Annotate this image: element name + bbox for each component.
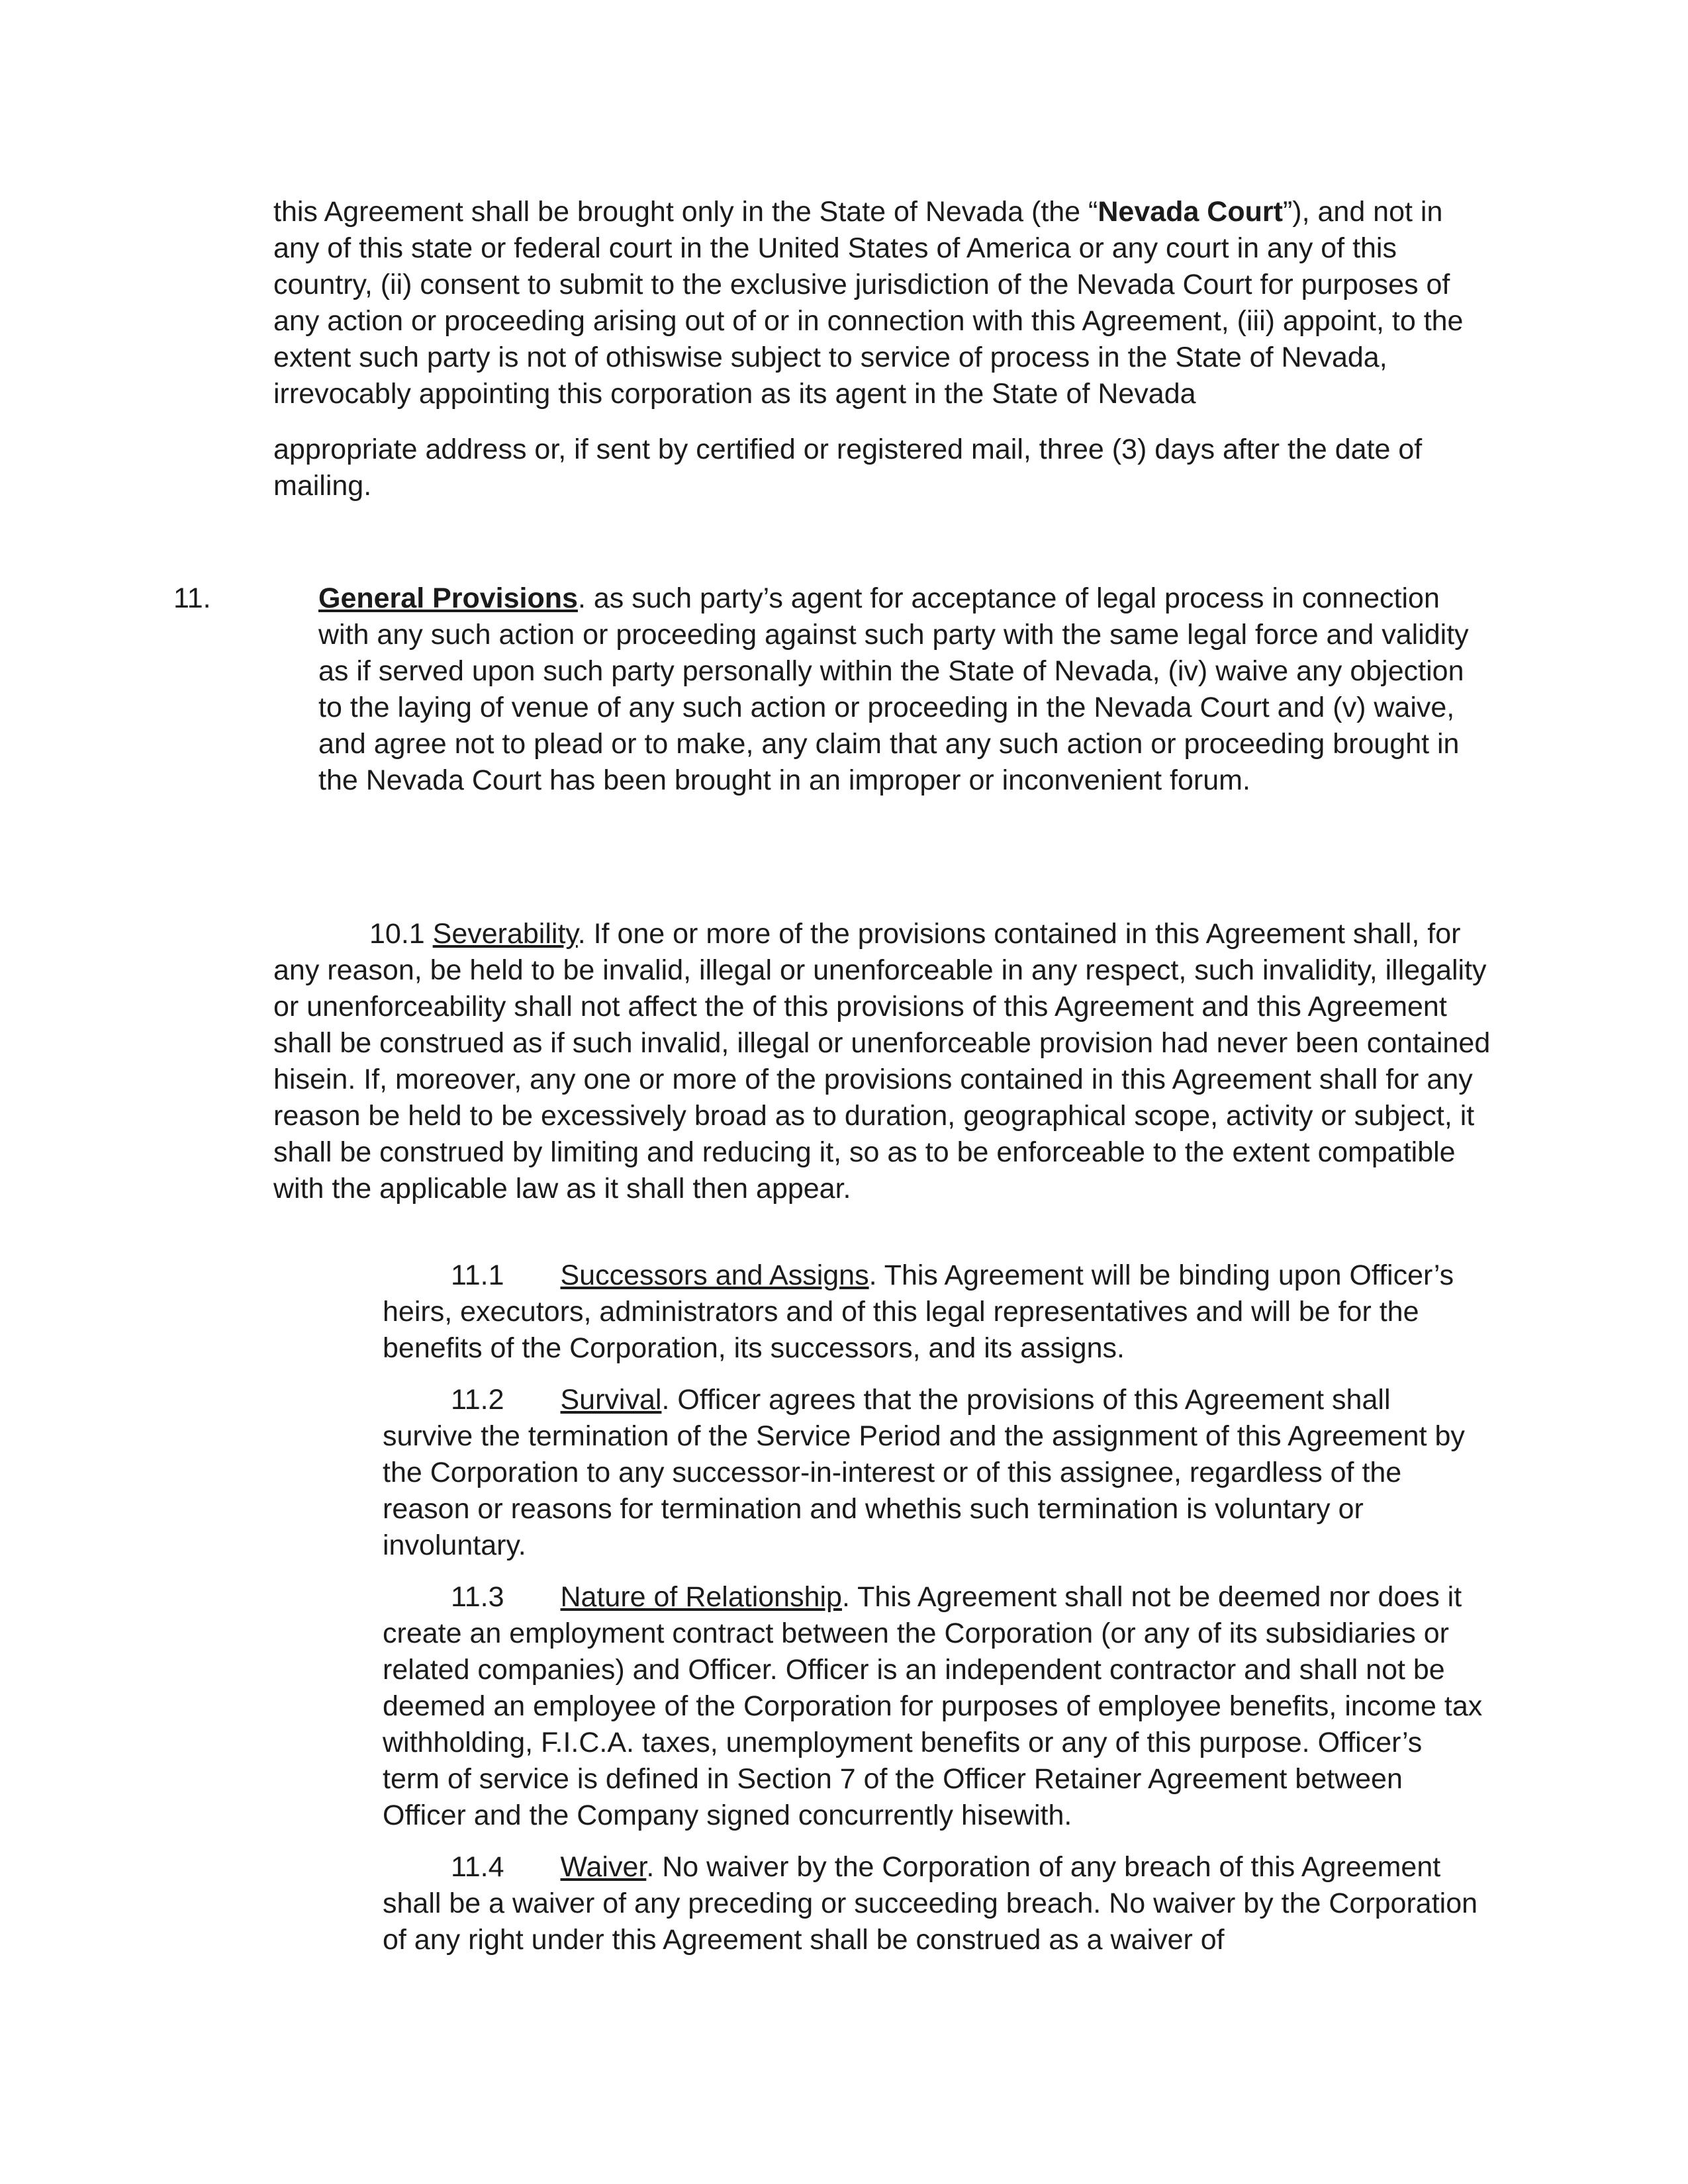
section-text: . Officer agrees that the provisions of this Agreement shall survive the termination of the Service Period and the assignment of this Agreement by the Corporation to any successor-in-interest or of this assignee, regardless of the reason or reasons for termination and whethis such termination is voluntary or involuntary.: [383, 1384, 1465, 1561]
section-general-provisions: [318, 580, 1493, 799]
section-severability: [273, 916, 1495, 1207]
section-text: . No waiver by the Corporation of any breach of this Agreement shall be a waiver of any preceding or succeeding breach. No waiver by the Corporation of any right under this Agreement shall be construed as a waiver of: [383, 1851, 1478, 1956]
subsection-number: 11.4: [451, 1851, 504, 1883]
subsection-survival: [383, 1382, 1483, 1564]
paragraph-text: ”), and not in any of this state or federal court in the United States of America or any court in any of this country, (ii) consent to submit to the exclusive jurisdiction of the Nevada Court for purposes of any action or proceeding arising out of or in connection with this Agreement, (iii) appoint, to the extent such party is not of othiswise subject to service of process in the State of Nevada, irrevocably appointing this corporation as its agent in the State of Nevada: [273, 196, 1464, 410]
subsection-successors-and-assigns: [383, 1257, 1483, 1367]
section-heading-general-provisions: General Provisions: [318, 582, 578, 614]
paragraph-jurisdiction: [273, 194, 1495, 412]
subsection-number: 11.2: [451, 1384, 504, 1416]
section-text: . as such party’s agent for acceptance of legal process in connection with any such action or proceeding against such party with the same legal force and validity as if served upon such party personally within the State of Nevada, (iv) waive any objection to the laying of venue of any such action or proceeding in the Nevada Court and (v) waive, and agree not to plead or to make, any claim that any such action or proceeding brought in the Nevada Court has been brought in an improper or inconvenient forum.: [318, 582, 1469, 796]
subsection-number: 11.1: [451, 1259, 504, 1291]
subsection-heading: Successors and Assigns: [560, 1259, 869, 1291]
paragraph-mailing: appropriate address or, if sent by certified or registered mail, three (3) days after the date of mailing.: [273, 433, 1423, 502]
subsection-number: 10.1: [369, 918, 433, 950]
section-number-11: 11.: [173, 582, 211, 614]
section-text: . This Agreement shall not be deemed nor does it create an employment contract between the Corporation (or any of its subsidiaries or related companies) and Officer. Officer is an independent contractor and shall not be deemed an employee of the Corporation for purposes of employee benefits, income tax withholding, F.I.C.A. taxes, unemployment benefits or any of this purpose. Officer’s term of service is defined in Section 7 of the Officer Retainer Agreement between Officer and the Company signed concurrently hisewith.: [383, 1581, 1483, 1831]
subsection-heading: Nature of Relationship: [560, 1581, 842, 1613]
subsection-number: 11.3: [451, 1581, 504, 1613]
section-text: . If one or more of the provisions contained in this Agreement shall, for any reason, be held to be invalid, illegal or unenforceable in any respect, such invalidity, illegality or unenforceability shall not affect the of this provisions of this Agreement and this Agreement shall be construed as if such invalid, illegal or unenforceable provision had never been contained hisein. If, moreover, any one or more of the provisions contained in this Agreement shall for any reason be held to be excessively broad as to duration, geographical scope, activity or subject, it shall be construed by limiting and reducing it, so as to be enforceable to the extent compatible with the applicable law as it shall then appear.: [273, 918, 1491, 1205]
subsection-nature-of-relationship: [383, 1579, 1483, 1834]
subsection-heading-severability: Severability: [432, 918, 578, 950]
paragraph-text: this Agreement shall be brought only in the State of Nevada (the “: [273, 196, 1098, 228]
section-text: . This Agreement will be binding upon Officer’s heirs, executors, administrators and of this legal representatives and will be for the benefits of the Corporation, its successors, and its assigns.: [383, 1259, 1454, 1364]
subsection-heading: Waiver: [560, 1851, 647, 1883]
defined-term-nevada-court: Nevada Court: [1098, 196, 1283, 228]
subsection-waiver: [383, 1849, 1483, 1958]
subsection-heading: Survival: [560, 1384, 662, 1416]
